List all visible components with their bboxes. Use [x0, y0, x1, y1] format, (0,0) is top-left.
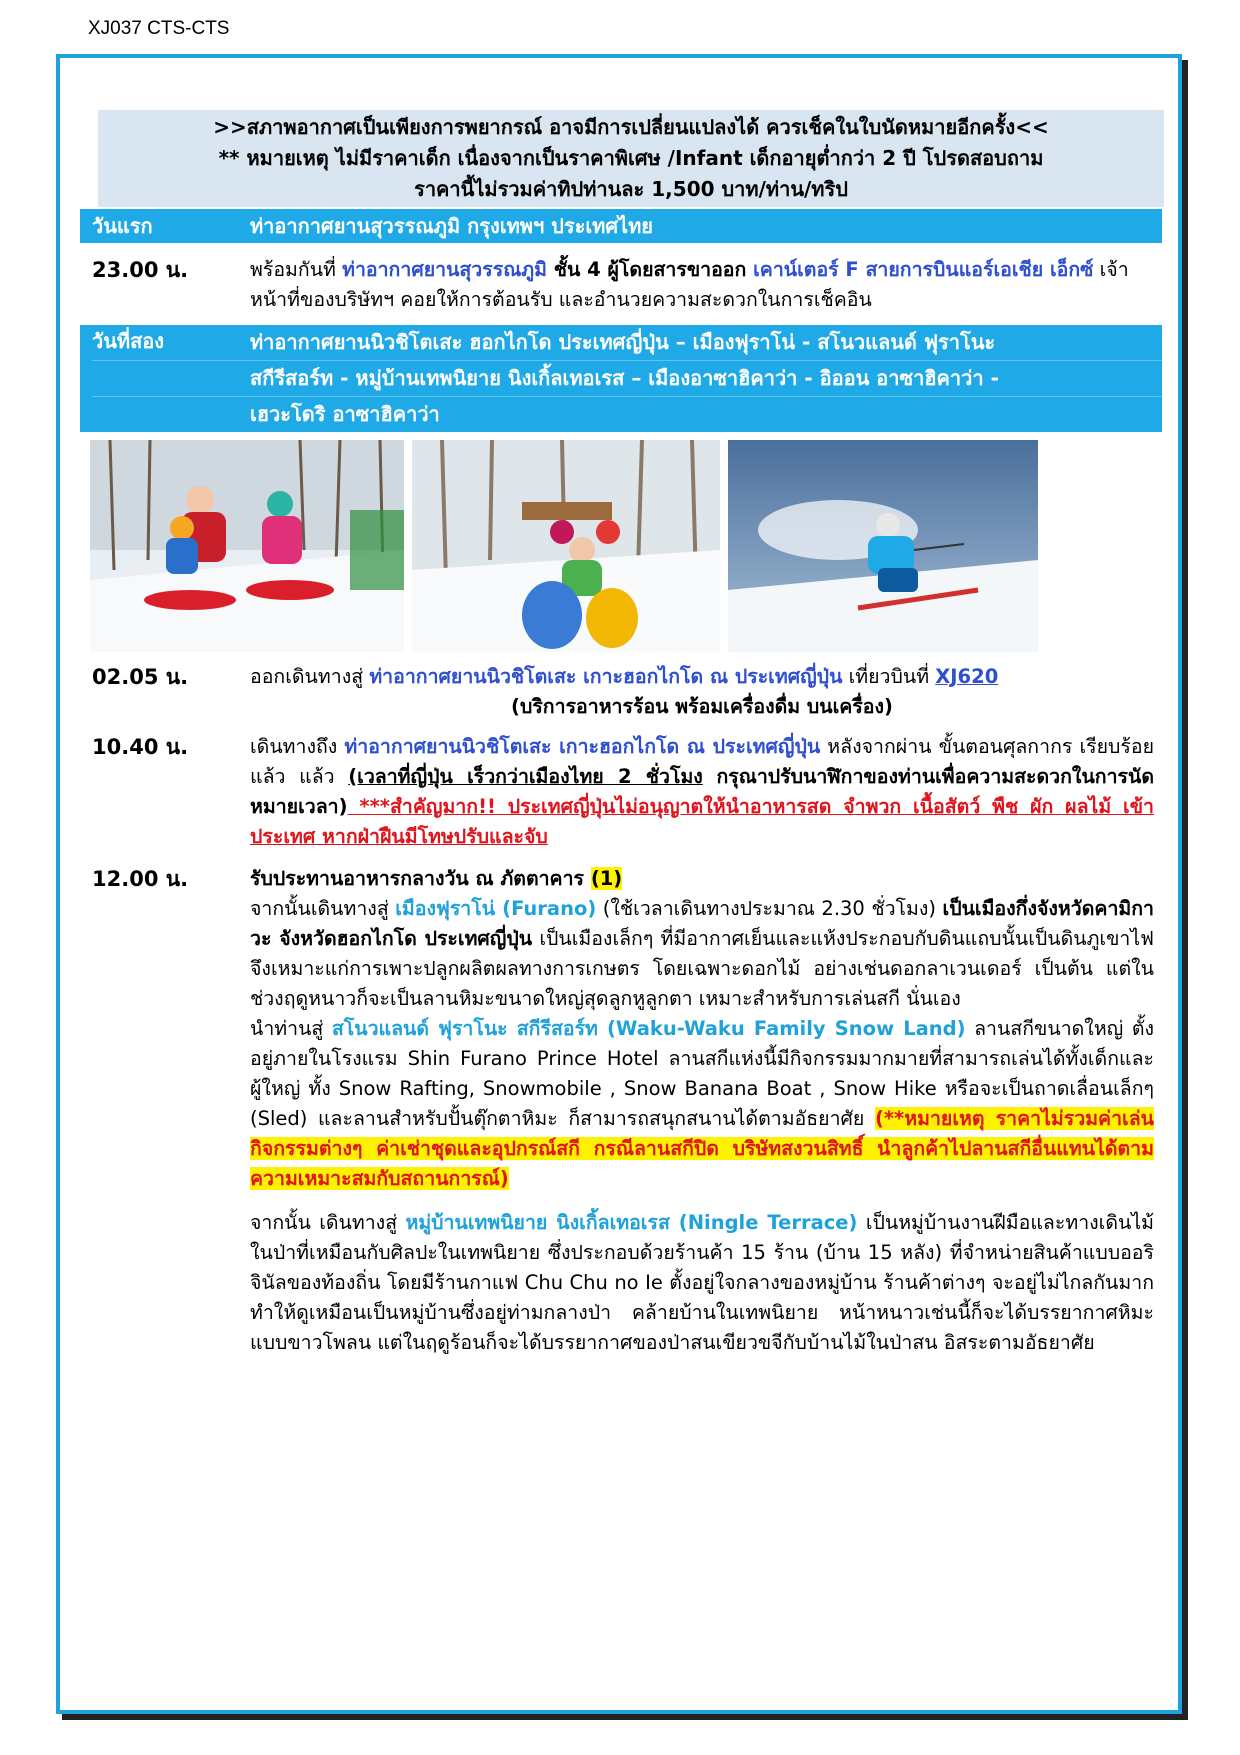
text-span: (ใช้เวลาเดินทางประมาณ 2.30 ชั่วโมง): [596, 897, 943, 920]
text-span: เป็นเมืองเล็กๆ ที่มีอากาศเย็นและแห้งประกอบกับดินแถบนั้นเป็นดินภูเขาไฟจึงเหมาะแก่การเพาะปลูกผลิตผลทางการเกษตร โดยเฉพาะดอกไม้ อย่างเช่นดอกลาเวนเดอร์ เป็นต้น แต่ในช่วงฤดูหนาวก็จะเป็นลานหิมะขนาดใหญ่สุดลูกหูลูกตา เหมาะสำหรับการเล่นสกี นั่นเอง: [250, 927, 1154, 1010]
text-span: จากนั้นเดินทางสู่: [250, 897, 396, 920]
day1-header: [80, 209, 1162, 243]
photo-strip: [90, 440, 1162, 652]
day2-title: [250, 325, 1162, 432]
lunch-line: [250, 864, 1154, 894]
flight-number-link[interactable]: XJ620: [935, 665, 999, 688]
entry-1040-time: 10.40 น.: [92, 735, 189, 759]
notice-line-2: ** หมายเหตุ ไม่มีราคาเด็ก เนื่องจากเป็นราคาพิเศษ /Infant เด็กอายุต่ำกว่า 2 ปี โปรดสอบถาม: [218, 146, 1044, 170]
day2-title-line-2: สกีรีสอร์ท - หมู่บ้านเทพนิยาย นิงเกิ้ลเทอเรส – เมืองอาซาฮิคาว่า - อิออน อาซาฮิคาว่า -: [250, 361, 1162, 397]
page-frame: [56, 54, 1182, 1714]
activity-fee-remark: (**หมายเหตุ ราคาไม่รวมค่าเล่นกิจกรรมต่างๆ ค่าเช่าชุดและอุปกรณ์สกี กรณีลานสกีปิด บริษัทสงวนสิทธิ์ นำลูกค้าไปลานสกีอื่นแทนได้ตามความเหมาะสมกับสถานการณ์): [250, 1107, 1154, 1190]
photo-family-sledding: [90, 440, 404, 652]
notice-line-1: >>สภาพอากาศเป็นเพียงการพยากรณ์ อาจมีการเปลี่ยนแปลงได้ ควรเช็คในใบนัดหมายอีกครั้ง<<: [213, 115, 1049, 139]
arrival-airport: ท่าอากาศยานนิวชิโตเสะ เกาะฮอกไกโด ณ ประเทศญี่ปุ่น: [344, 735, 821, 758]
day1-entry-text: [250, 255, 1162, 315]
text-span: จากนั้น เดินทางสู่: [250, 1211, 406, 1234]
entry-0205-time: 02.05 น.: [92, 665, 189, 689]
counter-airline: เคาน์เตอร์ F สายการบินแอร์เอเชีย เอ็กซ์: [753, 258, 1094, 281]
text-span: ชั้น 4 ผู้โดยสารขาออก: [547, 258, 754, 281]
entry-1200-text: [250, 864, 1162, 1358]
day1-title: ท่าอากาศยานสุวรรณภูมิ กรุงเทพฯ ประเทศไทย: [250, 214, 653, 238]
entry-1040-text: [250, 732, 1162, 852]
day2-header: [80, 325, 1162, 432]
airport-name: ท่าอากาศยานสุวรรณภูมิ: [342, 258, 547, 281]
day1-entry: [80, 255, 1162, 315]
page-content: [80, 110, 1162, 1358]
furano-city: เมืองฟุราโน่ (Furano): [395, 897, 597, 920]
document-code: XJ037 CTS-CTS: [88, 18, 230, 39]
text-span: เดินทางถึง: [250, 735, 345, 758]
entry-1200: [80, 864, 1162, 1358]
time-difference-note: (เวลาที่ญี่ปุ่น เร็วกว่าเมืองไทย 2 ชั่วโมง: [348, 765, 703, 788]
entry-0205-text: [250, 662, 1162, 722]
day1-entry-time: 23.00 น.: [92, 258, 189, 282]
food-import-warning: ***สำคัญมาก!! ประเทศญี่ปุ่นไม่อนุญาตให้นำอาหารสด จำพวก เนื้อสัตว์ พืช ผัก ผลไม้ เข้าประเทศ หากฝ่าฝืนมีโทษปรับและจับ: [250, 795, 1154, 848]
day2-title-line-3: เฮวะโดริ อาซาฮิคาว่า: [250, 402, 440, 426]
day2-title-line-1: ท่าอากาศยานนิวชิโตเสะ ฮอกไกโด ประเทศญี่ปุ่น – เมืองฟุราโน่ - สโนวแลนด์ ฟุราโนะ: [250, 325, 1162, 361]
text-span: นำท่านสู่: [250, 1017, 332, 1040]
snowland-name: สโนวแลนด์ ฟุราโนะ สกีรีสอร์ท (Waku-Waku Family Snow Land): [331, 1017, 966, 1040]
clock-adjust-note: กรุณาปรับนาฬิกาของท่านเพื่อความสะดวกในการนัดหมายเวลา): [250, 765, 1154, 818]
snowland-paragraph: [250, 1014, 1154, 1194]
text-span: เจ้าหน้าที่ของบริษัทฯ คอยให้การต้อนรับ และอำนวยความสะดวกในการเช็คอิน: [250, 258, 1129, 311]
notice-box: [98, 110, 1164, 207]
day1-label: วันแรก: [92, 214, 153, 238]
furano-location: เป็นเมืองกึ่งจังหวัดคามิกาวะ จังหวัดฮอกไกโด ประเทศญี่ปุ่น: [250, 897, 1155, 950]
day2-label-spacer: [92, 397, 250, 432]
notice-line-3: ราคานี้ไม่รวมค่าทิปท่านละ 1,500 บาท/ท่าน/ทริป: [414, 177, 848, 201]
meal-number-badge: (1): [590, 867, 623, 890]
day2-label-spacer: [92, 361, 250, 397]
day2-label-col: [80, 325, 250, 432]
text-span: เป็นหมู่บ้านงานฝีมือและทางเดินไม้ในป่าที่เหมือนกับศิลปะในเทพนิยาย ซึ่งประกอบด้วยร้านค้า 15 ร้าน (บ้าน 15 หลัง) ที่จำหน่ายสินค้าแบบออริจินัลของท้องถิ่น โดยมีร้านกาแฟ Chu Chu no Ie ตั้งอยู่ใจกลางของหมู่บ้าน ร้านค้าต่างๆ จะอยู่ไม่ไกลกันมาก ทำให้ดูเหมือนเป็นหมู่บ้านซึ่งอยู่ท่ามกลางป่า คล้ายบ้านในเทพนิยาย หน้าหนาวเช่นนี้ก็จะได้บรรยากาศหิมะแบบขาวโพลน แต่ในฤดูร้อนก็จะได้บรรยากาศของป่าสนเขียวขจีกับบ้านไม้ในป่าสน อิสระตามอัธยาศัย: [250, 1211, 1154, 1354]
day2-label: วันที่สอง: [92, 325, 250, 361]
destination-airport: ท่าอากาศยานนิวชิโตเสะ เกาะฮอกไกโด ณ ประเทศญี่ปุ่น: [369, 665, 843, 688]
text-span: รับประทานอาหารกลางวัน ณ ภัตตาคาร: [250, 867, 591, 890]
entry-1200-time: 12.00 น.: [92, 867, 189, 891]
photo-skier: [728, 440, 1038, 652]
text-span: พร้อมกันที่: [250, 258, 343, 281]
text-span: ลานสกีขนาดใหญ่ ตั้งอยู่ภายในโรงแรม Shin Furano Prince Hotel ลานสกีแห่งนี้มีกิจกรรมมากมายที่สามารถเล่นได้ทั้งเด็กและผู้ใหญ่ ทั้ง Snow Rafting, Snowmobile , Snow Banana Boat , Snow Hike หรือจะเป็นถาดเลื่อนเล็กๆ (Sled) และลานสำหรับปั้นตุ๊กตาหิมะ ก็สามารถสนุกสนานได้ตามอัธยาศัย: [250, 1017, 1155, 1130]
furano-paragraph: [250, 894, 1154, 1014]
ningle-paragraph: [250, 1208, 1154, 1358]
text-span: ออกเดินทางสู่: [250, 665, 370, 688]
meal-note: (บริการอาหารร้อน พร้อมเครื่องดื่ม บนเครื่อง): [511, 695, 893, 718]
text-span: เที่ยวบินที่: [842, 665, 936, 688]
text-span: หลังจากผ่าน ขั้นตอนศุลกากร เรียบร้อยแล้ว แล้ว: [250, 735, 1154, 788]
ningle-terrace-name: หมู่บ้านเทพนิยาย นิงเกิ้ลเทอเรส (Ningle Terrace): [405, 1211, 858, 1234]
entry-1040: [80, 732, 1162, 852]
photo-snow-banana-boat: [412, 440, 720, 652]
entry-0205: [80, 662, 1162, 722]
